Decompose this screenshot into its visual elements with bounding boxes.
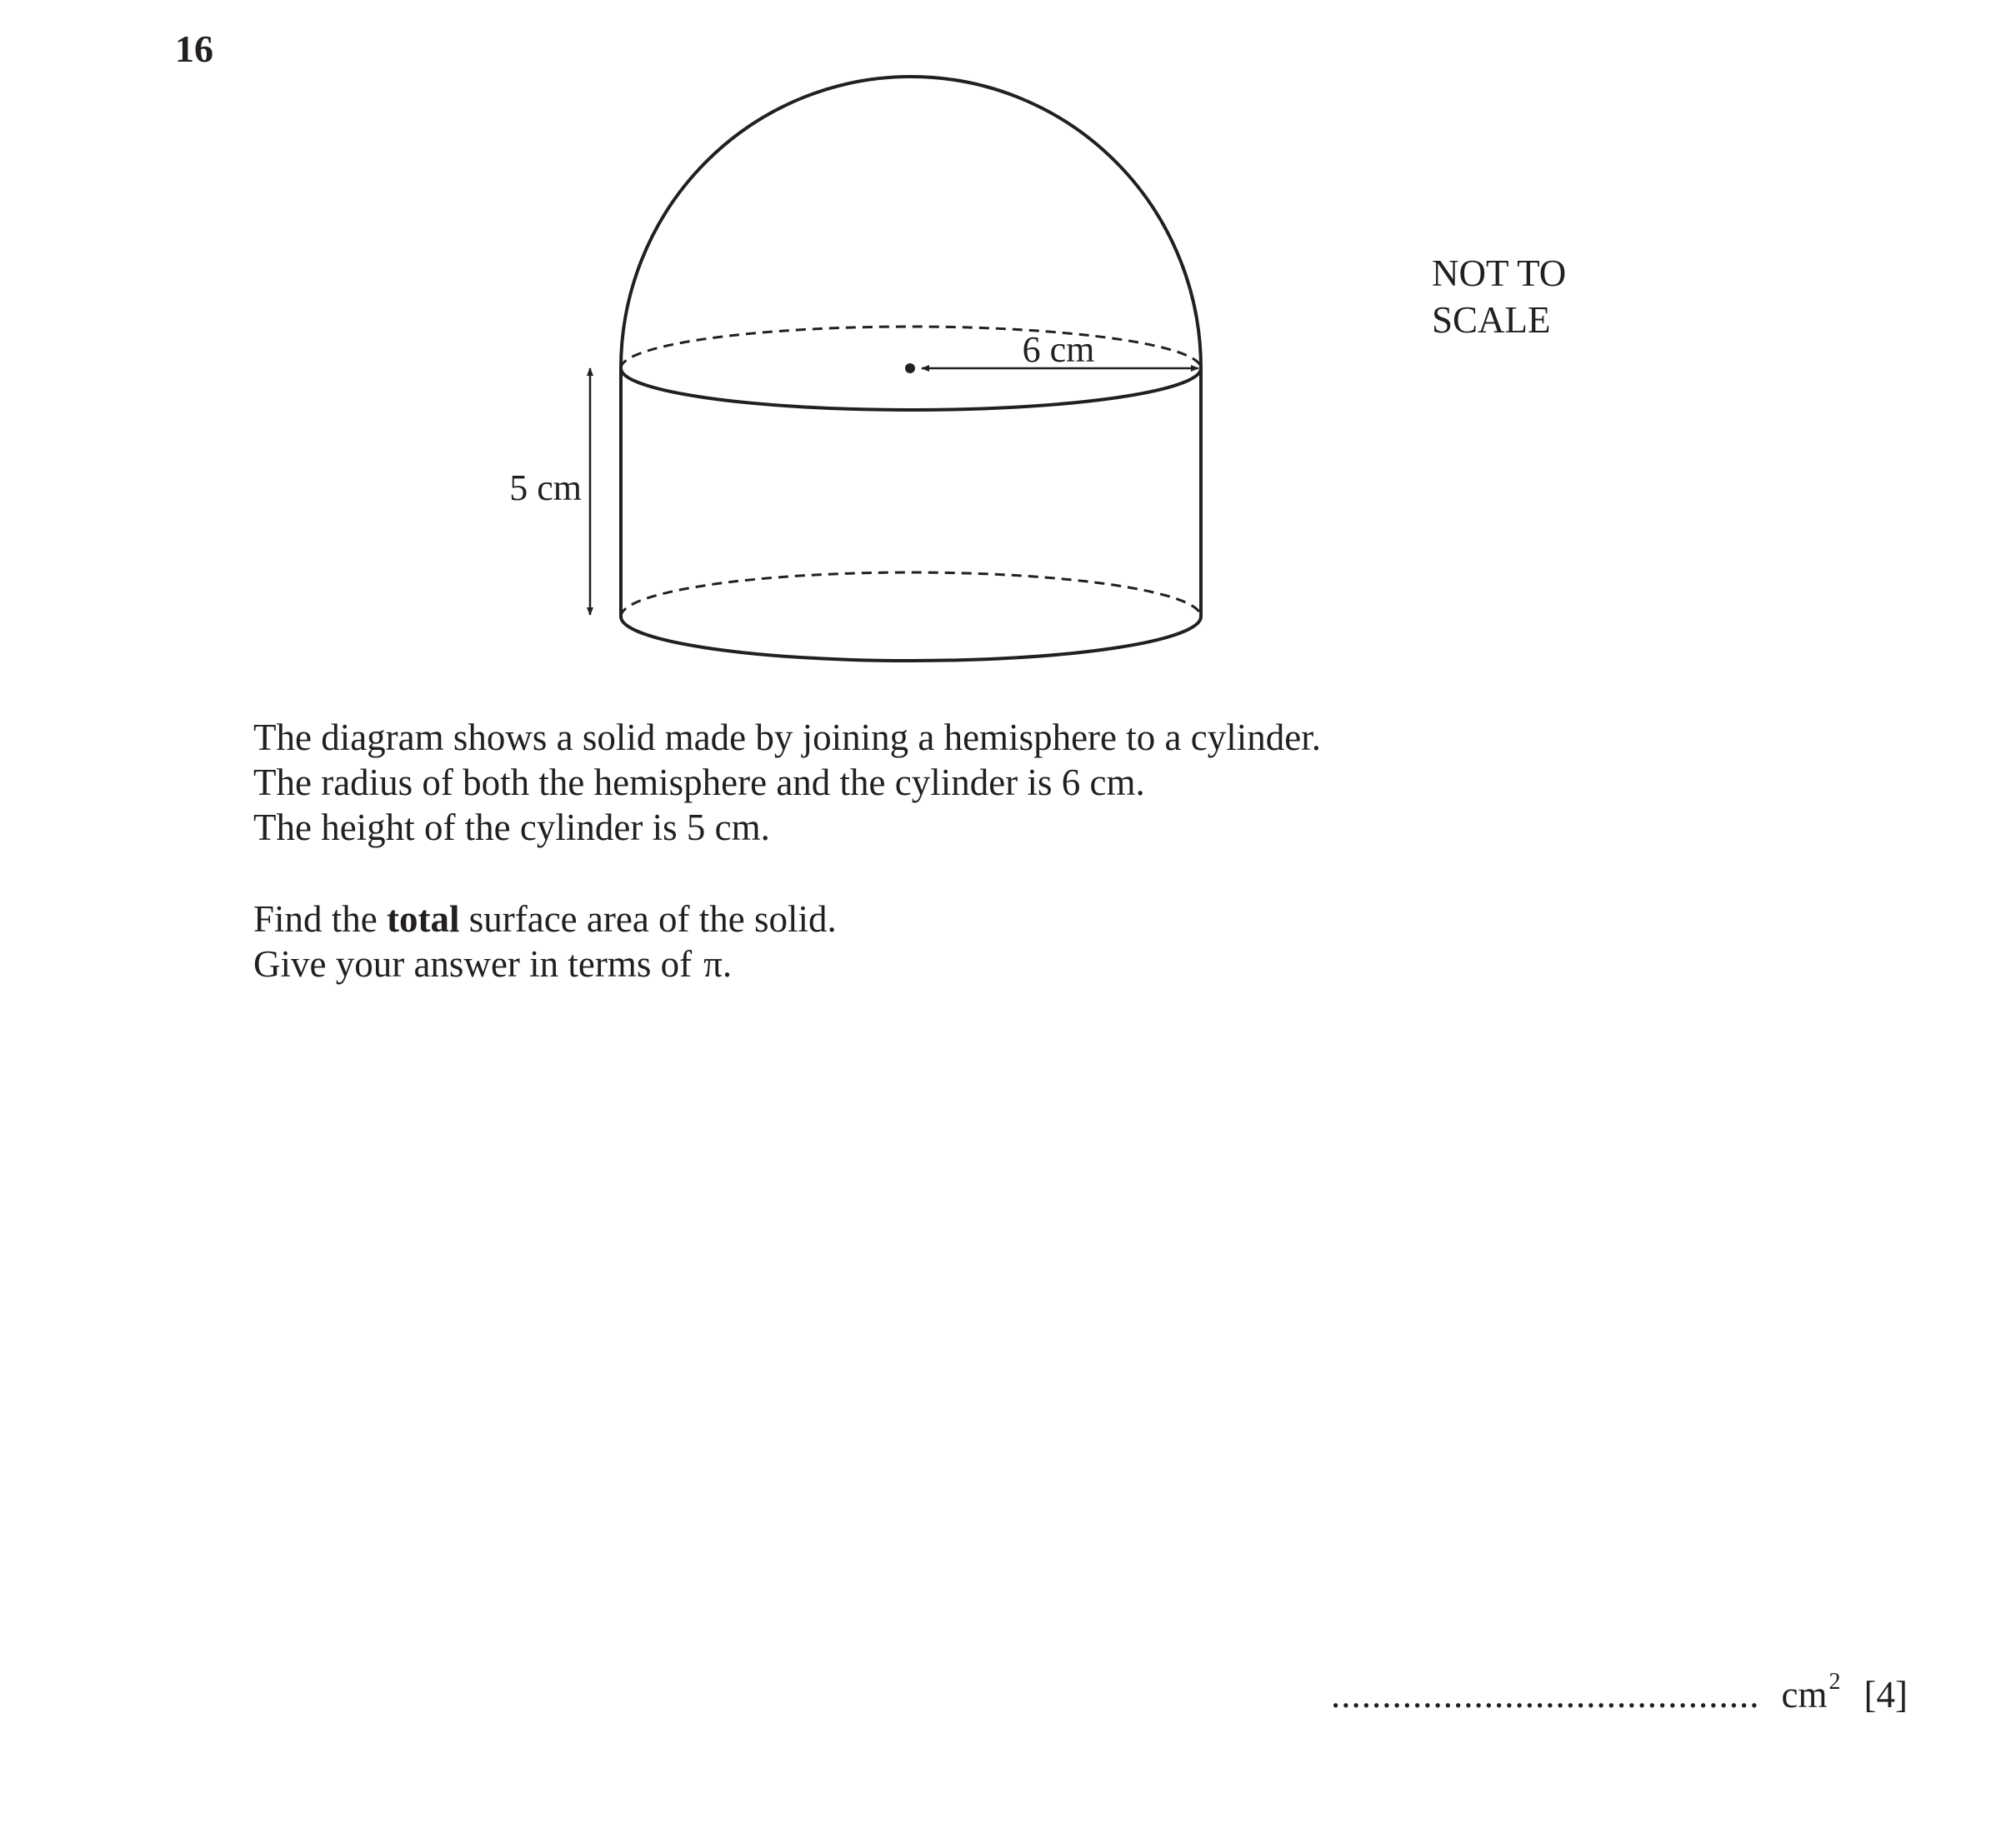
hemisphere-cylinder-diagram — [0, 0, 2016, 683]
question-line-1: The diagram shows a solid made by joining a hemisphere to a cylinder. — [253, 717, 1321, 758]
radius-label: 6 cm — [1022, 329, 1095, 370]
bottom-ellipse-back — [621, 572, 1201, 617]
question-number: 16 — [175, 27, 213, 70]
question-line-2: The radius of both the hemisphere and the cylinder is 6 cm. — [253, 762, 1145, 803]
instruction-line-2 — [253, 941, 1321, 986]
not-to-scale-line-2: SCALE — [1432, 299, 1551, 341]
instruction-pre: Find the — [253, 898, 388, 940]
instruction2-pre: Give your answer in terms of — [253, 943, 693, 985]
question-text — [253, 715, 1321, 986]
instruction-line-1 — [253, 897, 1321, 941]
instruction-bold: total — [387, 898, 460, 940]
answer-space[interactable]: .......................................... — [1331, 1674, 1760, 1716]
not-to-scale-line-1: NOT TO — [1432, 252, 1567, 294]
marks-label: [4] — [1863, 1674, 1908, 1716]
not-to-scale-note — [1432, 250, 1566, 343]
answer-unit: cm — [1781, 1674, 1828, 1716]
top-ellipse-front — [621, 368, 1201, 410]
answer-unit-power: 2 — [1828, 1669, 1841, 1695]
answer-line — [1331, 1671, 1908, 1714]
pi-symbol: π. — [703, 943, 733, 985]
hemisphere-outline — [621, 77, 1201, 368]
height-label: 5 cm — [509, 467, 582, 508]
bottom-ellipse-front — [621, 617, 1201, 661]
instruction-post: surface area of the solid. — [459, 898, 837, 940]
top-ellipse-back — [621, 327, 1201, 368]
centre-point — [905, 363, 915, 373]
question-line-3: The height of the cylinder is 5 cm. — [253, 807, 770, 848]
